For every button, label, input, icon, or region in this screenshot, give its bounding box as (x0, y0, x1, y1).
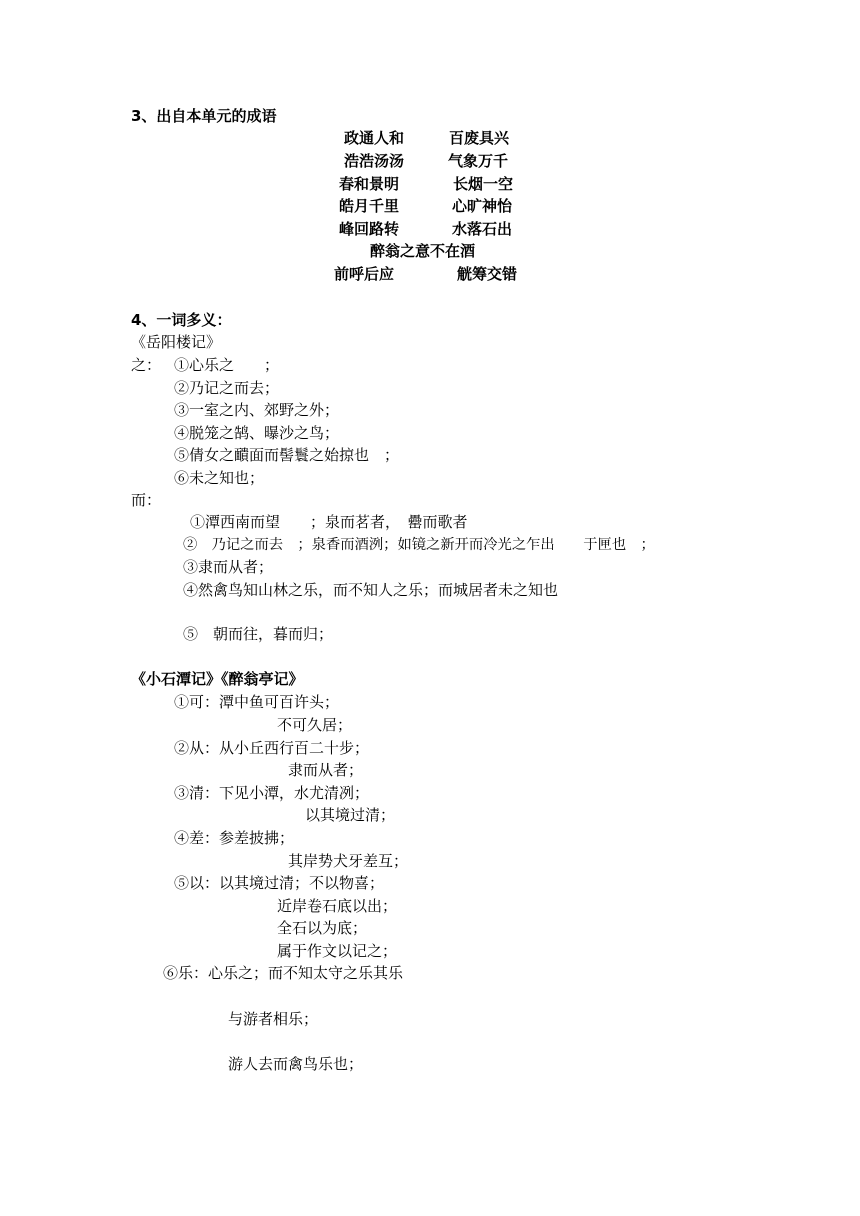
idiom: 心旷神怡 (452, 197, 513, 215)
usage-entry-head: ⑤以：以其境过清；不以物喜； (174, 874, 385, 892)
usage-entry-head: ⑥乐：心乐之；而不知太守之乐其乐 (163, 964, 404, 982)
idiom: 气象万千 (448, 152, 509, 170)
usage-item: ⑤ 朝而往，暮而归； (183, 625, 334, 643)
idiom: 醉翁之意不在酒 (370, 242, 476, 260)
usage-entry-sub: 不可久居； (277, 716, 353, 734)
idiom: 前呼后应 (334, 265, 395, 283)
idiom: 峰回路转 (339, 220, 400, 238)
text-title-xiaoshitan: 《小石潭记》《醉翁亭记》 (131, 670, 304, 688)
text-title-yueyang: 《岳阳楼记》 (131, 333, 222, 351)
usage-entry-sub: 全石以为底； (277, 919, 368, 937)
usage-entry-head: ②从：从小丘西行百二十步； (174, 739, 370, 757)
idiom: 觥筹交错 (457, 265, 518, 283)
usage-entry-head: ①可：潭中鱼可百许头； (174, 693, 340, 711)
idiom: 长烟一空 (453, 175, 514, 193)
usage-entry-head: ③清：下见小潭，水尤清冽； (174, 784, 370, 802)
word-label-er: 而： (131, 491, 162, 509)
usage-entry-head: ④差：参差披拂； (174, 829, 295, 847)
section-3-heading: 3、出自本单元的成语 (131, 107, 277, 125)
usage-item: ④脱笼之鹄、曝沙之鸟； (174, 424, 340, 442)
usage-entry-sub: 属于作文以记之； (277, 942, 398, 960)
usage-entry-sub: 与游者相乐； (228, 1010, 319, 1028)
idiom: 春和景明 (339, 175, 400, 193)
usage-entry-sub: 其岸势犬牙差互； (288, 852, 409, 870)
idiom: 政通人和 (344, 129, 405, 147)
usage-item: ⑤倩女之靧面而髻鬟之始掠也 ； (174, 446, 400, 464)
usage-item: ③一室之内、郊野之外； (174, 401, 340, 419)
usage-entry-sub: 隶而从者； (288, 761, 364, 779)
section-4-heading: 4、一词多义： (131, 311, 232, 329)
usage-item: ③隶而从者； (183, 558, 274, 576)
usage-item: ②乃记之而去； (174, 379, 280, 397)
usage-item: ⑥未之知也； (174, 469, 265, 487)
idiom: 百废具兴 (449, 129, 510, 147)
usage-item: ①潭西南而望 ；泉而茗者， 罍而歌者 (190, 513, 468, 531)
usage-item: ④然禽鸟知山林之乐，而不知人之乐；而城居者未之知也 (183, 581, 559, 599)
idiom: 皓月千里 (339, 197, 400, 215)
word-label-zhi: 之： (131, 356, 162, 374)
idiom: 浩浩汤汤 (344, 152, 405, 170)
usage-item: ①心乐之 ； (174, 356, 280, 374)
usage-entry-sub: 近岸卷石底以出； (277, 897, 398, 915)
usage-entry-sub: 以其境过清； (305, 806, 396, 824)
usage-item: ② 乃记之而去 ；泉香而酒洌；如镜之新开而冷光之乍出 于匣也 ； (183, 537, 655, 553)
idiom: 水落石出 (452, 220, 513, 238)
usage-entry-sub: 游人去而禽鸟乐也； (228, 1055, 364, 1073)
